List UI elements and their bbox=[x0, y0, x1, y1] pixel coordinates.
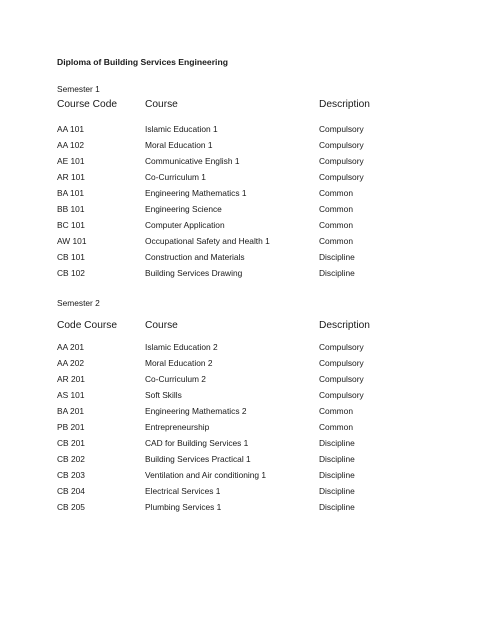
course-name: Islamic Education 1 bbox=[145, 124, 218, 134]
course-name: Moral Education 1 bbox=[145, 140, 213, 150]
course-code: PB 201 bbox=[57, 422, 85, 432]
course-description: Compulsory bbox=[319, 358, 364, 368]
table-row bbox=[57, 204, 437, 220]
table-row bbox=[57, 268, 437, 284]
course-description: Common bbox=[319, 422, 353, 432]
course-description: Discipline bbox=[319, 438, 355, 448]
course-code: AS 101 bbox=[57, 390, 85, 400]
course-description: Compulsory bbox=[319, 172, 364, 182]
table-row bbox=[57, 252, 437, 268]
course-code: AA 202 bbox=[57, 358, 85, 368]
course-description: Discipline bbox=[319, 268, 355, 278]
course-code: CB 204 bbox=[57, 486, 85, 496]
table-row bbox=[57, 236, 437, 252]
course-name: Soft Skills bbox=[145, 390, 182, 400]
course-name: Communicative English 1 bbox=[145, 156, 240, 166]
course-name: Engineering Mathematics 1 bbox=[145, 188, 247, 198]
table-row bbox=[57, 172, 437, 188]
course-description: Discipline bbox=[319, 486, 355, 496]
course-name: Occupational Safety and Health 1 bbox=[145, 236, 270, 246]
course-code: BB 101 bbox=[57, 204, 85, 214]
course-code: AE 101 bbox=[57, 156, 85, 166]
header-description: Description bbox=[319, 320, 370, 331]
course-code: CB 203 bbox=[57, 470, 85, 480]
course-name: Computer Application bbox=[145, 220, 225, 230]
course-description: Compulsory bbox=[319, 124, 364, 134]
course-code: BA 101 bbox=[57, 188, 85, 198]
table-row bbox=[57, 140, 437, 156]
course-code: AR 201 bbox=[57, 374, 85, 384]
header-course: Course bbox=[145, 99, 178, 110]
course-description: Discipline bbox=[319, 252, 355, 262]
course-name: Entrepreneurship bbox=[145, 422, 210, 432]
table-row bbox=[57, 188, 437, 204]
table-row bbox=[57, 406, 437, 422]
course-description: Common bbox=[319, 204, 353, 214]
course-name: Islamic Education 2 bbox=[145, 342, 218, 352]
course-code: CB 205 bbox=[57, 502, 85, 512]
table-row bbox=[57, 486, 437, 502]
semester-2-label: Semester 2 bbox=[57, 298, 100, 308]
course-code: AA 102 bbox=[57, 140, 85, 150]
table-row bbox=[57, 470, 437, 486]
course-name: Co-Curriculum 2 bbox=[145, 374, 206, 384]
course-name: Construction and Materials bbox=[145, 252, 245, 262]
course-description: Compulsory bbox=[319, 374, 364, 384]
semester-1-label: Semester 1 bbox=[57, 84, 100, 94]
course-description: Common bbox=[319, 188, 353, 198]
course-name: Electrical Services 1 bbox=[145, 486, 221, 496]
course-code: CB 102 bbox=[57, 268, 85, 278]
course-description: Common bbox=[319, 220, 353, 230]
course-name: Co-Curriculum 1 bbox=[145, 172, 206, 182]
course-name: Moral Education 2 bbox=[145, 358, 213, 368]
course-code: AW 101 bbox=[57, 236, 87, 246]
table-row bbox=[57, 342, 437, 358]
course-description: Common bbox=[319, 236, 353, 246]
document-title: Diploma of Building Services Engineering bbox=[57, 57, 228, 67]
course-description: Compulsory bbox=[319, 140, 364, 150]
course-code: AA 201 bbox=[57, 342, 85, 352]
table-row bbox=[57, 438, 437, 454]
table-row bbox=[57, 422, 437, 438]
course-code: CB 201 bbox=[57, 438, 85, 448]
course-description: Discipline bbox=[319, 454, 355, 464]
table-row bbox=[57, 358, 437, 374]
course-code: BA 201 bbox=[57, 406, 85, 416]
course-description: Compulsory bbox=[319, 390, 364, 400]
course-description: Compulsory bbox=[319, 342, 364, 352]
table-row bbox=[57, 156, 437, 172]
header-course-code: Code Course bbox=[57, 320, 118, 331]
course-description: Compulsory bbox=[319, 156, 364, 166]
course-code: BC 101 bbox=[57, 220, 85, 230]
semester-2-header-row bbox=[57, 320, 437, 336]
header-description: Description bbox=[319, 99, 370, 110]
table-row bbox=[57, 390, 437, 406]
course-code: CB 101 bbox=[57, 252, 85, 262]
semester-1-header-row bbox=[57, 99, 437, 115]
table-row bbox=[57, 124, 437, 140]
table-row bbox=[57, 454, 437, 470]
header-course-code: Course Code bbox=[57, 99, 118, 110]
table-row bbox=[57, 374, 437, 390]
course-name: Engineering Science bbox=[145, 204, 222, 214]
course-name: Plumbing Services 1 bbox=[145, 502, 222, 512]
header-course: Course bbox=[145, 320, 178, 331]
course-name: Building Services Drawing bbox=[145, 268, 243, 278]
course-name: Building Services Practical 1 bbox=[145, 454, 251, 464]
table-row bbox=[57, 502, 437, 518]
course-description: Common bbox=[319, 406, 353, 416]
course-name: Engineering Mathematics 2 bbox=[145, 406, 247, 416]
course-description: Discipline bbox=[319, 470, 355, 480]
course-description: Discipline bbox=[319, 502, 355, 512]
table-row bbox=[57, 220, 437, 236]
course-name: Ventilation and Air conditioning 1 bbox=[145, 470, 267, 480]
course-name: CAD for Building Services 1 bbox=[145, 438, 249, 448]
course-code: AA 101 bbox=[57, 124, 85, 134]
course-code: CB 202 bbox=[57, 454, 85, 464]
course-code: AR 101 bbox=[57, 172, 85, 182]
